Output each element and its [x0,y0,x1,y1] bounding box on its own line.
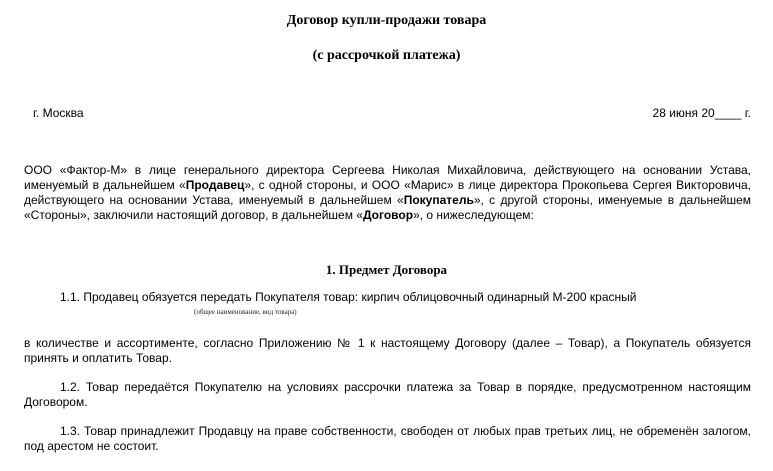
contract-label: Договор [362,208,414,222]
seller-label: Продавец [185,178,245,192]
buyer-label: Покупатель [403,193,474,207]
clause-1-2: 1.2. Товар передаётся Покупателю на условиях рассрочки платежа за Товар в порядке, предусмотренном настоящим Договором. [24,380,751,409]
intro-text-4: », о нижеследующем: [413,208,534,222]
clause-1-1-continuation: в количестве и ассортименте, согласно Приложению № 1 к настоящему Договору (далее – Товар), а Покупатель обязуется принять и оплатить Товар. [24,336,751,365]
intro-paragraph [24,163,751,223]
document-title: Договор купли-продажи товара [286,13,487,28]
intro-text-1: ООО «Фактор-М» в лице генерального директора Сергеева Николая Михайловича, действующего на основании Устава, именуемый в дальнейшем « [24,163,751,192]
clause-1-1-hint: (общее наименование, вид товара) [194,308,297,316]
clause-1-3: 1.3. Товар принадлежит Продавцу на праве собственности, свободен от любых прав третьих лиц, не обременён залогом, под арестом не состоит. [24,424,751,453]
clause-1-1: 1.1. Продавец обязуется передать Покупателя товар: кирпич облицовочный одинарный М-200 красный [60,290,637,304]
contract-date: 28 июня 20____ г. [652,106,751,120]
document-subtitle: (с рассрочкой платежа) [312,48,461,63]
intro-text-3: », с другой стороны, именуемые в дальнейшем «Стороны», заключили настоящий договор, в дальнейшем « [24,193,751,222]
section-1-title: 1. Предмет Договора [325,262,448,277]
intro-text-2: », с одной стороны, и ООО «Марис» в лице директора Прокопьева Сергея Викторовича, действующего на основании Устава, именуемый в дальнейшем « [24,178,751,207]
contract-city: г. Москва [33,106,84,120]
